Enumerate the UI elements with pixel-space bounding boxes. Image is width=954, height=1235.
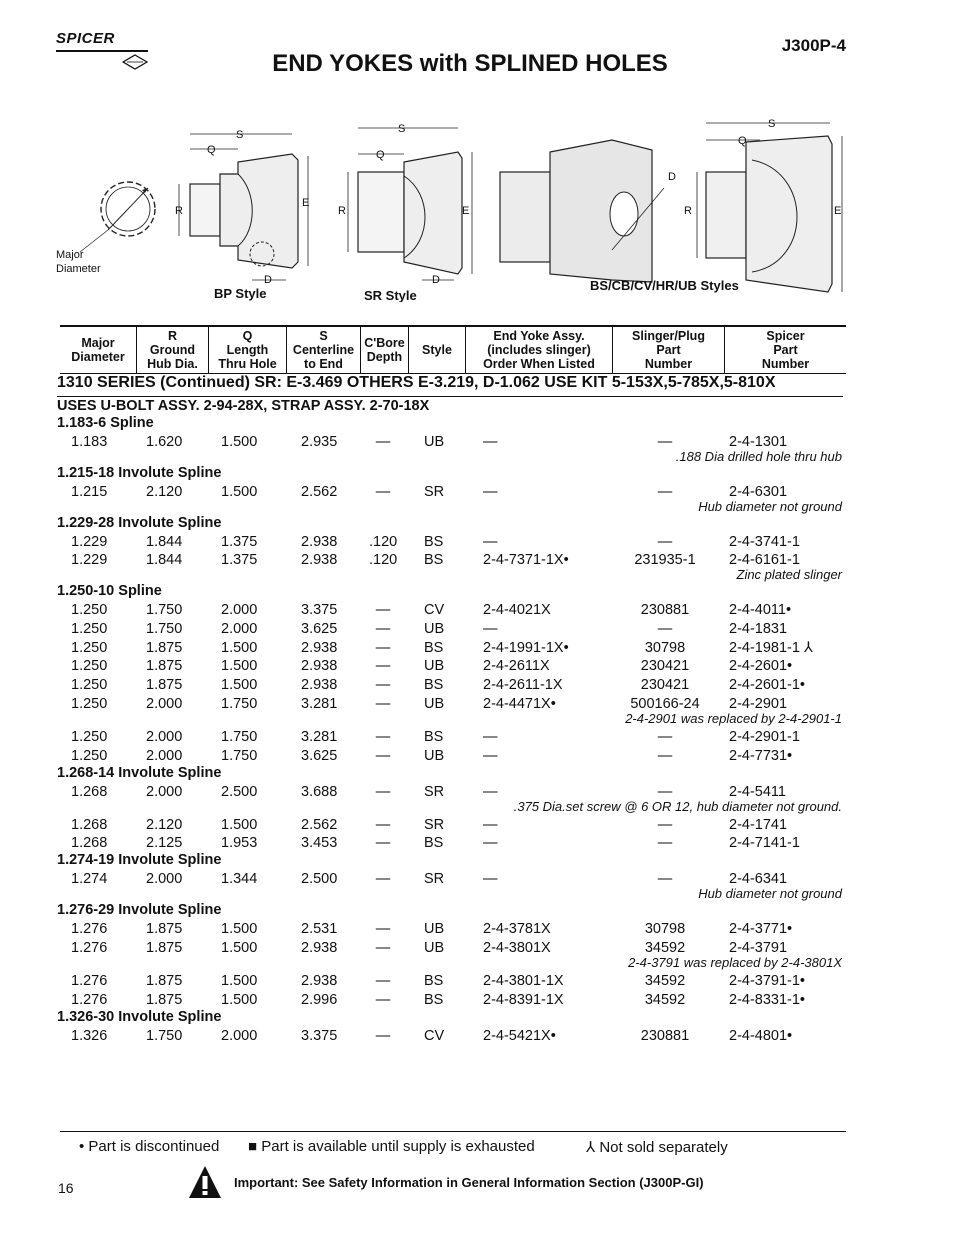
table-cell: —	[483, 434, 498, 450]
table-cell: —	[375, 973, 391, 989]
table-cell: 1.375	[221, 534, 258, 550]
table-cell: 1.875	[146, 940, 183, 956]
table-cell: —	[375, 677, 391, 693]
table-cell: 2.120	[146, 817, 183, 833]
table-cell: —	[375, 484, 391, 500]
table-cell: 230421	[640, 658, 690, 674]
table-cell: 2-4-8391-1X	[483, 992, 564, 1008]
page-code: J300P-4	[781, 36, 846, 55]
row-note: 2-4-3791 was replaced by 2-4-3801X	[628, 955, 842, 970]
table-cell: —	[375, 817, 391, 833]
table-cell: 1.250	[71, 748, 108, 764]
table-cell: 1.953	[221, 835, 258, 851]
table-cell: BS	[424, 992, 444, 1008]
table-cell: 2.562	[301, 484, 338, 500]
row-note: Zinc plated slinger	[736, 567, 842, 582]
svg-text:S: S	[768, 118, 776, 130]
table-cell: 1.844	[146, 534, 183, 550]
column-header	[60, 327, 136, 373]
table-cell: 1.500	[221, 973, 258, 989]
table-cell: 2.531	[301, 921, 338, 937]
table-cell: 2.938	[301, 940, 338, 956]
table-cell: 1.250	[71, 640, 108, 656]
table-cell: 2.500	[221, 784, 258, 800]
table-cell: 34592	[644, 992, 686, 1008]
column-header-line: Q	[242, 329, 253, 343]
table-cell: UB	[424, 940, 445, 956]
table-cell: 2-4-1831	[729, 621, 788, 637]
table-cell: 2.000	[221, 1028, 258, 1044]
table-cell: —	[657, 434, 673, 450]
table-cell: 3.281	[301, 729, 338, 745]
table-cell: 1.500	[221, 658, 258, 674]
column-header	[724, 327, 846, 373]
table-cell: SR	[424, 871, 445, 887]
column-header-line: Diameter	[71, 350, 125, 364]
table-cell: —	[375, 871, 391, 887]
table-cell: 2-4-2611X	[483, 658, 550, 674]
table-cell: 1.183	[71, 434, 108, 450]
table-cell: 1.276	[71, 921, 108, 937]
table-cell: —	[657, 784, 673, 800]
table-cell: —	[657, 871, 673, 887]
table-cell: —	[483, 817, 498, 833]
table-cell: 2-4-6341	[729, 871, 788, 887]
table-cell: 500166-24	[630, 696, 700, 712]
legend-discontinued: • Part is discontinued	[79, 1138, 220, 1155]
svg-text:E: E	[302, 197, 310, 209]
table-cell: 1.875	[146, 640, 183, 656]
table-cell: BS	[424, 534, 444, 550]
column-header-line: Order When Listed	[483, 357, 595, 371]
table-cell: 231935-1	[634, 552, 696, 568]
table-cell: 3.625	[301, 621, 338, 637]
row-note: Hub diameter not ground	[698, 886, 842, 901]
table-cell: .120	[369, 534, 398, 550]
table-cell: 34592	[644, 940, 686, 956]
table-row	[0, 602, 954, 621]
table-cell: 3.625	[301, 748, 338, 764]
spline-group-title: 1.229-28 Involute Spline	[57, 515, 222, 531]
column-header-line: (includes slinger)	[487, 343, 591, 357]
yoke-drawings	[52, 112, 852, 302]
column-header	[360, 327, 408, 373]
table-cell: —	[375, 748, 391, 764]
column-header	[408, 327, 465, 373]
column-header-line: Ground	[149, 343, 196, 357]
spline-group-title: 1.250-10 Spline	[57, 583, 162, 599]
table-cell: 2-4-2901-1	[729, 729, 800, 745]
table-cell: —	[483, 871, 498, 887]
svg-text:Q: Q	[376, 149, 385, 161]
table-cell: 2.938	[301, 658, 338, 674]
table-cell: 1.250	[71, 729, 108, 745]
uses-line: USES U-BOLT ASSY. 2-94-28X, STRAP ASSY. 2-70-18X	[57, 398, 430, 414]
table-cell: 2-4-1981-1 ⅄	[729, 640, 813, 656]
table-cell: 2.938	[301, 677, 338, 693]
table-cell: —	[375, 696, 391, 712]
svg-text:R: R	[175, 205, 183, 217]
bp-style-caption: BP Style	[214, 286, 267, 301]
table-cell: 2-4-6301	[729, 484, 788, 500]
table-cell: 2.000	[146, 871, 183, 887]
table-cell: 1.500	[221, 677, 258, 693]
table-cell: 2-4-1301	[729, 434, 788, 450]
table-cell: UB	[424, 621, 445, 637]
table-cell: CV	[424, 1028, 445, 1044]
table-cell: 1.276	[71, 973, 108, 989]
legend-supply: ■ Part is available until supply is exhausted	[248, 1138, 535, 1155]
column-header-line: Thru Hole	[218, 357, 277, 371]
table-cell: 2-4-8331-1•	[729, 992, 806, 1008]
table-cell: 1.500	[221, 484, 258, 500]
table-row	[0, 534, 954, 553]
table-cell: 1.229	[71, 534, 108, 550]
table-cell: 2.938	[301, 640, 338, 656]
column-header-line: Part	[773, 343, 798, 357]
column-header-line: S	[319, 329, 328, 343]
footer-rule	[60, 1131, 846, 1132]
svg-text:S: S	[398, 123, 406, 135]
table-cell: 1.750	[146, 602, 183, 618]
spline-group-title: 1.215-18 Involute Spline	[57, 465, 222, 481]
row-note: 2-4-2901 was replaced by 2-4-2901-1	[625, 711, 842, 726]
page-title: END YOKES with SPLINED HOLES	[272, 50, 668, 77]
table-cell: —	[483, 835, 498, 851]
table-cell: 1.375	[221, 552, 258, 568]
table-cell: UB	[424, 658, 445, 674]
table-cell: 2-4-7731•	[729, 748, 793, 764]
table-cell: 1.500	[221, 940, 258, 956]
table-cell: BS	[424, 973, 444, 989]
table-cell: 2.000	[221, 621, 258, 637]
table-cell: 2.125	[146, 835, 183, 851]
table-cell: 2.120	[146, 484, 183, 500]
table-cell: —	[483, 484, 498, 500]
table-cell: 1.750	[221, 748, 258, 764]
table-cell: 1.274	[71, 871, 108, 887]
table-cell: 1.250	[71, 602, 108, 618]
column-header-line: Style	[422, 343, 452, 357]
series-rule	[57, 396, 843, 397]
column-header-line: to End	[304, 357, 343, 371]
table-cell: 2-4-3801X	[483, 940, 551, 956]
table-cell: 2-4-2901	[729, 696, 788, 712]
table-cell: —	[375, 1028, 391, 1044]
important-notice: Important: See Safety Information in General Information Section (J300P-GI)	[234, 1175, 704, 1190]
table-cell: 3.281	[301, 696, 338, 712]
spline-group-title: 1.183-6 Spline	[57, 415, 154, 431]
table-cell: UB	[424, 748, 445, 764]
svg-text:D: D	[432, 274, 440, 286]
table-cell: —	[657, 621, 673, 637]
table-cell: 2.562	[301, 817, 338, 833]
table-cell: 2-4-4801•	[729, 1028, 793, 1044]
table-cell: 3.453	[301, 835, 338, 851]
column-header-line: Part	[656, 343, 681, 357]
table-cell: 2.000	[221, 602, 258, 618]
table-cell: 1.875	[146, 973, 183, 989]
svg-text:E: E	[462, 205, 470, 217]
table-cell: SR	[424, 484, 445, 500]
row-note: Hub diameter not ground	[698, 499, 842, 514]
table-cell: 1.875	[146, 677, 183, 693]
table-cell: 1.344	[221, 871, 258, 887]
table-cell: 1.250	[71, 677, 108, 693]
table-cell: BS	[424, 552, 444, 568]
table-row	[0, 658, 954, 677]
sr-style-drawing	[338, 123, 472, 302]
table-cell: 2.996	[301, 992, 338, 1008]
column-header	[286, 327, 360, 373]
svg-text:R: R	[338, 205, 346, 217]
table-row	[0, 921, 954, 940]
table-cell: —	[657, 729, 673, 745]
column-header	[465, 327, 612, 373]
table-header	[60, 325, 846, 374]
page-number: 16	[58, 1180, 74, 1196]
table-cell: 230881	[640, 602, 690, 618]
table-cell: —	[483, 784, 498, 800]
table-cell: —	[375, 434, 391, 450]
table-cell: 2.935	[301, 434, 338, 450]
row-note: .188 Dia drilled hole thru hub	[675, 449, 842, 464]
svg-text:D: D	[668, 171, 676, 183]
table-cell: BS	[424, 677, 444, 693]
spline-group-title: 1.274-19 Involute Spline	[57, 852, 222, 868]
table-cell: 2-4-6161-1	[729, 552, 800, 568]
table-cell: 2.000	[146, 696, 183, 712]
bs-style-drawing	[500, 118, 842, 293]
table-cell: 2-4-4471X•	[483, 696, 556, 712]
table-cell: 1.500	[221, 434, 258, 450]
table-cell: 1.750	[146, 621, 183, 637]
table-cell: 2.000	[146, 748, 183, 764]
table-cell: —	[375, 992, 391, 1008]
table-cell: 230421	[640, 677, 690, 693]
table-cell: 2-4-2601•	[729, 658, 793, 674]
table-cell: 1.500	[221, 640, 258, 656]
table-cell: 2.500	[301, 871, 338, 887]
bs-style-caption: BS/CB/CV/HR/UB Styles	[590, 278, 739, 293]
column-header-line: Hub Dia.	[147, 357, 198, 371]
table-cell: 3.688	[301, 784, 338, 800]
row-note: .375 Dia.set screw @ 6 OR 12, hub diameter not ground.	[513, 799, 842, 814]
table-cell: 3.375	[301, 602, 338, 618]
table-row	[0, 621, 954, 640]
table-cell: 2-4-3791	[729, 940, 788, 956]
table-cell: BS	[424, 729, 444, 745]
column-header-line: Length	[226, 343, 269, 357]
table-cell: —	[375, 640, 391, 656]
table-row	[0, 817, 954, 836]
table-cell: —	[657, 817, 673, 833]
column-header-line: Centerline	[292, 343, 355, 357]
table-cell: 1.268	[71, 835, 108, 851]
table-row	[0, 1028, 954, 1047]
table-cell: UB	[424, 434, 445, 450]
table-cell: 2.938	[301, 973, 338, 989]
svg-text:E: E	[834, 205, 842, 217]
table-cell: 1.250	[71, 658, 108, 674]
column-header-line: C'Bore	[364, 336, 405, 350]
table-cell: —	[657, 748, 673, 764]
legend-not-sold: ⅄ Not sold separately	[586, 1139, 728, 1156]
table-cell: 2-4-3791-1•	[729, 973, 806, 989]
sr-style-caption: SR Style	[364, 288, 417, 302]
column-header-line: Number	[761, 357, 810, 371]
table-row	[0, 640, 954, 659]
table-cell: 2-4-1741	[729, 817, 788, 833]
table-cell: 1.750	[146, 1028, 183, 1044]
table-cell: —	[375, 602, 391, 618]
table-cell: 30798	[644, 921, 686, 937]
table-cell: 2-4-2601-1•	[729, 677, 806, 693]
table-cell: —	[483, 534, 498, 550]
table-cell: 1.250	[71, 696, 108, 712]
series-title: 1310 SERIES (Continued) SR: E-3.469 OTHERS E-3.219, D-1.062 USE KIT 5-153X,5-785X,5-810X	[57, 374, 776, 391]
column-header-line: Number	[644, 357, 693, 371]
table-cell: 2-4-7141-1	[729, 835, 800, 851]
table-cell: 2-4-2611-1X	[483, 677, 563, 693]
table-cell: —	[657, 534, 673, 550]
table-cell: 2.938	[301, 552, 338, 568]
svg-text:S: S	[236, 129, 244, 141]
table-cell: UB	[424, 696, 445, 712]
table-row	[0, 677, 954, 696]
table-cell: —	[375, 658, 391, 674]
column-header-line: Spicer	[766, 329, 805, 343]
table-cell: 2-4-4021X	[483, 602, 551, 618]
table-cell: 1.229	[71, 552, 108, 568]
warning-icon	[187, 1164, 223, 1200]
table-row	[0, 729, 954, 748]
table-cell: 1.844	[146, 552, 183, 568]
svg-text:R: R	[684, 205, 692, 217]
table-cell: 2-4-3801-1X	[483, 973, 564, 989]
table-cell: 30798	[644, 640, 686, 656]
table-cell: 1.500	[221, 817, 258, 833]
table-cell: 2-4-3771•	[729, 921, 793, 937]
svg-text:D: D	[264, 274, 272, 286]
table-cell: 1.268	[71, 784, 108, 800]
table-cell: UB	[424, 921, 445, 937]
table-cell: 2-4-5421X•	[483, 1028, 556, 1044]
table-cell: 1.750	[221, 729, 258, 745]
table-cell: 1.875	[146, 921, 183, 937]
table-cell: 2-4-3741-1	[729, 534, 800, 550]
column-header	[208, 327, 286, 373]
column-header	[136, 327, 208, 373]
table-cell: 2-4-4011•	[729, 602, 792, 618]
table-cell: —	[375, 621, 391, 637]
table-cell: 1.750	[221, 696, 258, 712]
major-label-2: Diameter	[56, 263, 101, 275]
table-cell: 1.326	[71, 1028, 108, 1044]
svg-text:Q: Q	[738, 135, 747, 147]
table-cell: —	[375, 835, 391, 851]
column-header-line: Depth	[366, 350, 403, 364]
column-header-line: R	[167, 329, 178, 343]
table-cell: —	[375, 784, 391, 800]
table-cell: 1.875	[146, 992, 183, 1008]
spline-section-drawing	[56, 182, 155, 275]
table-cell: 2-4-3781X	[483, 921, 551, 937]
spline-group-title: 1.268-14 Involute Spline	[57, 765, 222, 781]
table-cell: BS	[424, 640, 444, 656]
brand-name: SPICER	[56, 30, 115, 47]
column-header-line: End Yoke Assy.	[493, 329, 585, 343]
table-cell: 1.276	[71, 940, 108, 956]
table-cell: —	[375, 729, 391, 745]
table-cell: 1.250	[71, 621, 108, 637]
table-cell: 1.268	[71, 817, 108, 833]
table-cell: —	[657, 835, 673, 851]
table-cell: —	[657, 484, 673, 500]
column-header	[612, 327, 724, 373]
table-cell: 2.938	[301, 534, 338, 550]
table-cell: 1.215	[71, 484, 108, 500]
spline-group-title: 1.326-30 Involute Spline	[57, 1009, 222, 1025]
table-row	[0, 973, 954, 992]
major-label-1: Major	[56, 249, 84, 261]
table-cell: 1.500	[221, 921, 258, 937]
table-cell: —	[375, 940, 391, 956]
table-cell: CV	[424, 602, 445, 618]
spline-group-title: 1.276-29 Involute Spline	[57, 902, 222, 918]
column-header-line: Major	[81, 336, 115, 350]
table-cell: SR	[424, 784, 445, 800]
table-cell: 2-4-7371-1X•	[483, 552, 569, 568]
table-cell: 1.500	[221, 992, 258, 1008]
table-cell: 2-4-1991-1X•	[483, 640, 569, 656]
table-cell: 2-4-5411	[729, 784, 786, 800]
svg-text:Q: Q	[207, 144, 216, 156]
column-header-line: Slinger/Plug	[632, 329, 705, 343]
table-cell: BS	[424, 835, 444, 851]
table-cell: 230881	[640, 1028, 690, 1044]
table-cell: 1.620	[146, 434, 183, 450]
table-cell: 34592	[644, 973, 686, 989]
table-cell: —	[483, 729, 498, 745]
table-cell: —	[483, 621, 498, 637]
table-cell: .120	[369, 552, 398, 568]
table-cell: —	[375, 921, 391, 937]
table-cell: 2.000	[146, 729, 183, 745]
table-cell: 2.000	[146, 784, 183, 800]
table-cell: —	[483, 748, 498, 764]
table-cell: 1.875	[146, 658, 183, 674]
table-cell: 1.276	[71, 992, 108, 1008]
bp-style-drawing	[175, 129, 309, 301]
table-cell: 3.375	[301, 1028, 338, 1044]
table-cell: SR	[424, 817, 445, 833]
